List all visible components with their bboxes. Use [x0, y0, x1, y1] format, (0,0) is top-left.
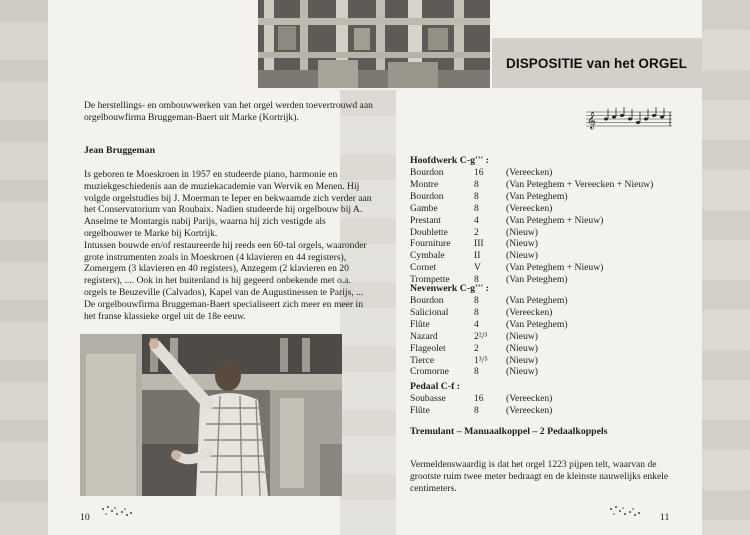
stop-origin: (Nieuw): [506, 238, 538, 250]
stop-origin: (Nieuw): [506, 250, 538, 262]
stop-pitch: 8: [474, 190, 479, 202]
stop-name: Flûte: [410, 404, 430, 416]
stop-pitch: 2: [474, 226, 479, 238]
stop-origin: (Van Peteghem + Nieuw): [506, 214, 604, 226]
section-heading: Hoofdwerk C-g''' :: [410, 155, 489, 166]
stop-origin: (Van Peteghem): [506, 295, 568, 306]
dotted-ornament-icon: [100, 505, 134, 519]
stop-origin: (Vereecken): [506, 306, 553, 318]
stop-origin: (Van Peteghem + Vereecken + Nieuw): [506, 178, 654, 190]
stop-origin: (Nieuw): [506, 342, 538, 354]
section-heading: Nevenwerk C-g''' :: [410, 283, 489, 294]
stop-pitch: 4: [474, 214, 479, 226]
stop-origin: (Vereecken): [506, 202, 553, 214]
stop-name: Salicional: [410, 306, 449, 318]
stop-pitch: 8: [474, 202, 479, 214]
closing-paragraph: Vermeldenswaardig is dat het orgel 1223 pijpen telt, waarvan de grootste ruim twee meter bedraagt en de kleinste nauwelijks enkele centimeters.: [410, 459, 669, 494]
stop-pitch: 1³/⁵: [474, 354, 488, 366]
stop-origin: (Vereecken): [506, 167, 553, 178]
stop-name: Bourdon: [410, 295, 444, 306]
stop-name: Flageolet: [410, 342, 446, 354]
stop-pitch: 16: [474, 393, 484, 404]
stop-origin: (Nieuw): [506, 330, 538, 342]
stop-name: Prestant: [410, 214, 441, 226]
bio-paragraph: De orgelbouwfirma Bruggeman-Baert specialiseert zich meer en meer in het franse klassieke orgel uit de 18e eeuw.: [84, 298, 363, 322]
stop-pitch: 8: [474, 178, 479, 190]
couplers-line: Tremulant – Manuaalkoppel – 2 Pedaalkoppels: [410, 426, 608, 437]
stop-origin: (Van Peteghem): [506, 190, 568, 202]
stop-name: Nazard: [410, 330, 438, 342]
stop-name: Tierce: [410, 354, 435, 366]
stop-pitch: III: [474, 238, 484, 250]
stop-pitch: 4: [474, 318, 479, 330]
stop-name: Montre: [410, 178, 439, 190]
stop-name: Gambe: [410, 202, 438, 214]
stop-name: Fourniture: [410, 238, 451, 250]
stop-name: Cornet: [410, 262, 437, 274]
stop-name: Trompette: [410, 274, 450, 286]
stop-pitch: V: [474, 262, 481, 274]
music-notation-icon: [586, 106, 672, 130]
stop-origin: (Vereecken): [506, 404, 553, 416]
svg-text:𝄞: 𝄞: [587, 111, 596, 129]
section-heading: Pedaal C-f :: [410, 381, 461, 392]
page-number-left: 10: [80, 512, 90, 523]
bio-paragraph: Is geboren te Moeskroen in 1957 en studeerde piano, harmonie en muziekgeschiedenis aan de muziekacademie van Wervik en Menen. Hij volgde orgelstudies bij J. Moerman te Ieper en bekwaamde zich verder aan het Conservatorium van Roubaix. Nadien studeerde hij orgelbouw bij A. Anselme te Montargis nabij Parijs, waarna hij zich vestigde als orgelbouwer te Marke bij Kortrijk.: [84, 169, 372, 239]
stop-pitch: 8: [474, 306, 479, 318]
dotted-ornament-icon: [608, 505, 642, 519]
stop-origin: (Van Peteghem): [506, 318, 568, 330]
stop-origin: (Van Peteghem + Nieuw): [506, 262, 604, 274]
background-decoration-left: [0, 0, 48, 535]
background-decoration-right: [702, 0, 750, 535]
stop-origin: (Vereecken): [506, 393, 553, 404]
stop-pitch: 2: [474, 342, 479, 354]
organ-construction-photo: [258, 0, 490, 88]
stop-name: Bourdon: [410, 190, 444, 202]
stop-name: Doublette: [410, 226, 448, 238]
stop-name: Cymbale: [410, 250, 445, 262]
organ-builder-photo: [80, 334, 342, 496]
page-number-right: 11: [660, 512, 670, 523]
stop-name: Cromorne: [410, 366, 449, 378]
section-heading-jean-bruggeman: Jean Bruggeman: [84, 145, 156, 156]
stop-origin: (Nieuw): [506, 366, 538, 378]
stop-origin: (Nieuw): [506, 354, 538, 366]
biography: [84, 169, 376, 322]
stop-pitch: 8: [474, 404, 479, 416]
bio-paragraph: Intussen bouwde en/of restaureerde hij reeds een 60-tal orgels, waaronder grote instrumenten zoals in Moeskroen (4 klavieren en 44 registers), Zomergem (3 klavieren en 40 registers), Anzegem (2 klavieren en 20 registers), .... Ook in het buitenland is hij gegeerd onbekende met o.a. orgels te Beuzeville (Calvados), Kapel van de Augustinessen te Parijs, ...: [84, 239, 367, 298]
stop-pitch: 8: [474, 274, 479, 286]
title-banner: [492, 38, 702, 88]
stop-name: Bourdon: [410, 167, 444, 178]
stop-name: Flûte: [410, 318, 430, 330]
stop-pitch: 8: [474, 366, 479, 378]
page-title: DISPOSITIE van het ORGEL: [506, 56, 687, 71]
stop-origin: (Nieuw): [506, 226, 538, 238]
stop-pitch: 2²/³: [474, 330, 488, 342]
intro-paragraph: De herstellings- en ombouwwerken van het orgel werden toevertrouwd aan orgelbouwfirma Bruggeman-Baert uit Marke (Kortrijk).: [84, 100, 373, 123]
stop-pitch: 8: [474, 295, 479, 306]
stop-pitch: 16: [474, 167, 484, 178]
stop-pitch: II: [474, 250, 481, 262]
stop-origin: (Van Peteghem): [506, 274, 568, 286]
stop-name: Soubasse: [410, 393, 446, 404]
